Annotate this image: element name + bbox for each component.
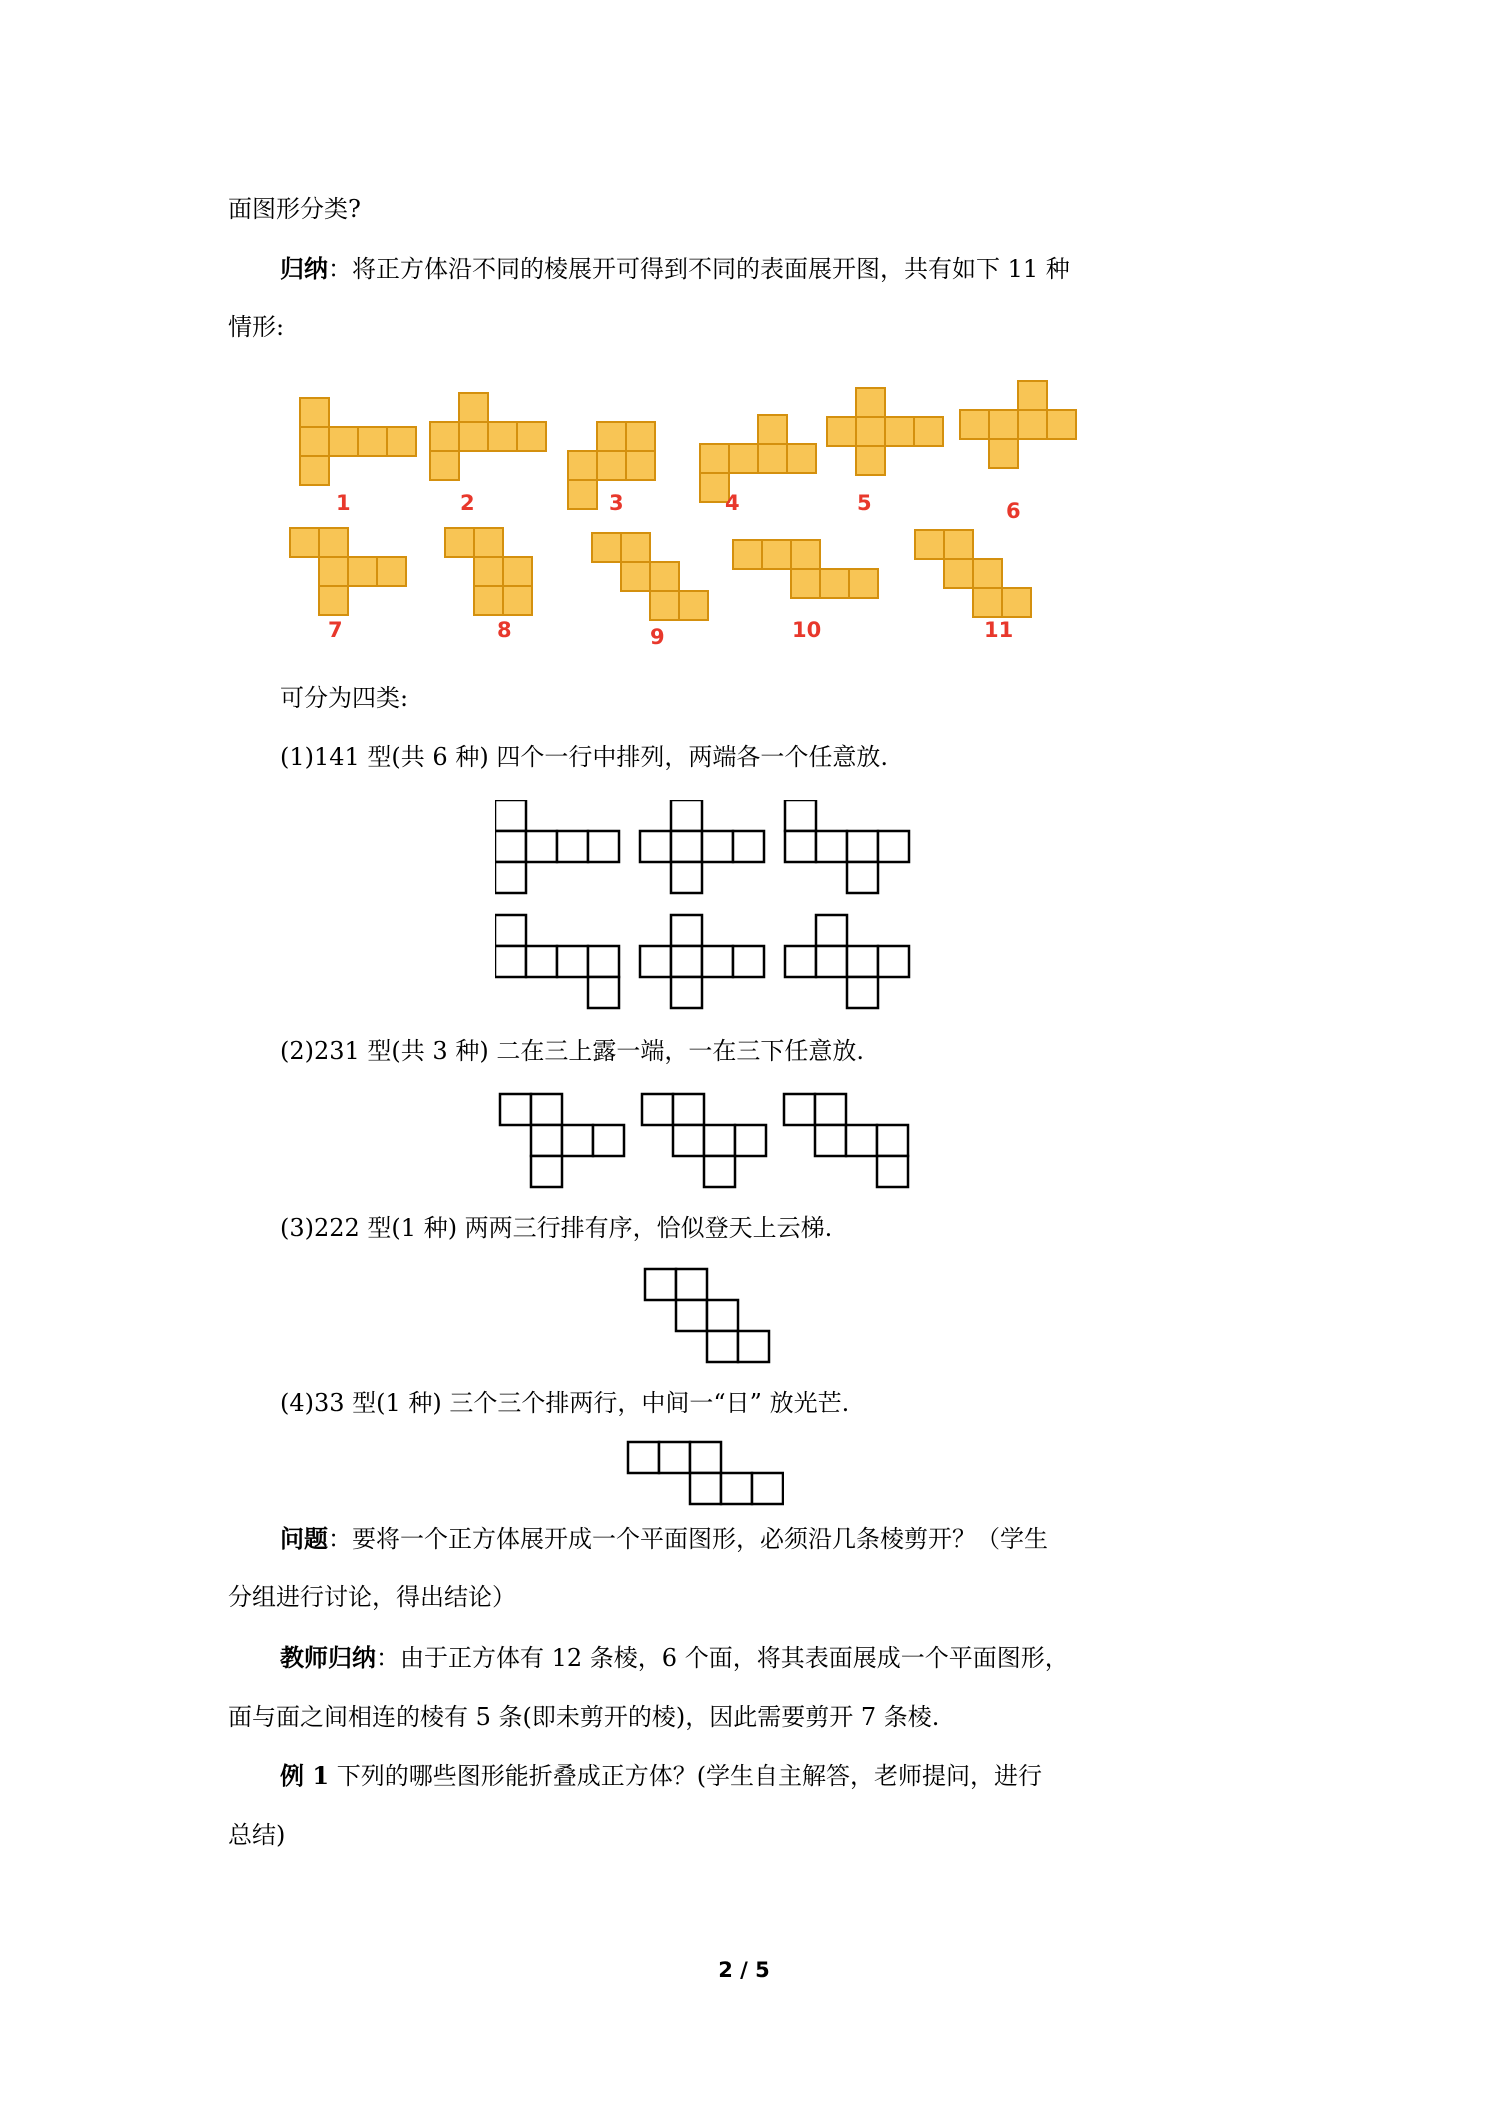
net-square xyxy=(815,1125,846,1156)
net-square xyxy=(640,946,671,977)
classification-intro: 可分为四类: xyxy=(280,684,409,712)
cube-net xyxy=(495,800,619,893)
net-square xyxy=(671,915,702,946)
net-square xyxy=(885,417,914,446)
type-222-figure xyxy=(643,1267,775,1367)
cube-net xyxy=(645,1269,769,1362)
question-text: ：要将一个正方体展开成一个平面图形，必须沿几条棱剪开？（学生 xyxy=(328,1525,1048,1553)
net-square xyxy=(645,1269,676,1300)
net-square xyxy=(704,1156,735,1187)
net-square xyxy=(642,1094,673,1125)
teacher-summary-continuation: 面与面之间相连的棱有 5 条(即未剪开的棱)，因此需要剪开 7 条棱. xyxy=(228,1703,940,1731)
net-square xyxy=(1002,588,1031,617)
net-square xyxy=(592,533,621,562)
net-square xyxy=(944,530,973,559)
net-square xyxy=(562,1125,593,1156)
net-square xyxy=(914,417,943,446)
teacher-summary-lead: 教师归纳 xyxy=(280,1643,376,1672)
net-square xyxy=(816,946,847,977)
net-square xyxy=(707,1331,738,1362)
net-square xyxy=(676,1269,707,1300)
summary-paragraph-continuation: 情形: xyxy=(228,313,285,341)
net-square xyxy=(787,444,816,473)
nets-group xyxy=(290,381,1076,620)
net-square xyxy=(827,417,856,446)
type-231-heading: (2)231 型(共 3 种) 二在三上露一端，一在三下任意放. xyxy=(280,1037,864,1065)
net-square xyxy=(676,1300,707,1331)
net-square xyxy=(702,946,733,977)
net-square xyxy=(517,422,546,451)
net-square xyxy=(784,1094,815,1125)
net-square xyxy=(531,1125,562,1156)
net-square xyxy=(503,586,532,615)
net-square xyxy=(445,528,474,557)
net-square xyxy=(762,540,791,569)
net-square xyxy=(300,398,329,427)
net-square xyxy=(671,831,702,862)
net-label: 1 xyxy=(336,491,351,515)
net-label: 5 xyxy=(857,491,872,515)
net-square xyxy=(733,540,762,569)
net-square xyxy=(973,559,1002,588)
net-square xyxy=(568,480,597,509)
cube-net xyxy=(960,381,1076,468)
net-square xyxy=(495,915,526,946)
type-33-net xyxy=(628,1442,783,1504)
cube-net xyxy=(785,915,909,1008)
net-square xyxy=(791,540,820,569)
net-square xyxy=(752,1473,783,1504)
net-square xyxy=(1047,410,1076,439)
type-141-figure xyxy=(495,800,915,1012)
net-square xyxy=(846,1125,877,1156)
net-square xyxy=(690,1442,721,1473)
net-square xyxy=(659,1442,690,1473)
net-square xyxy=(626,451,655,480)
net-square xyxy=(621,533,650,562)
net-square xyxy=(526,946,557,977)
net-square xyxy=(849,569,878,598)
net-square xyxy=(495,800,526,831)
net-label: 2 xyxy=(460,491,475,515)
summary-paragraph xyxy=(280,254,1070,284)
net-square xyxy=(531,1094,562,1125)
type-33-figure xyxy=(626,1440,784,1510)
net-label: 3 xyxy=(609,491,624,515)
net-square xyxy=(557,831,588,862)
net-square xyxy=(816,915,847,946)
example-paragraph xyxy=(280,1761,1042,1791)
net-square xyxy=(758,415,787,444)
net-square xyxy=(495,862,526,893)
net-square xyxy=(989,410,1018,439)
type-141-nets xyxy=(495,800,909,1008)
type-231-figure xyxy=(498,1092,918,1192)
net-square xyxy=(785,800,816,831)
cube-net xyxy=(430,393,546,480)
cube-net xyxy=(500,1094,624,1187)
net-square xyxy=(679,591,708,620)
cube-net xyxy=(784,1094,908,1187)
net-square xyxy=(474,557,503,586)
net-square xyxy=(944,559,973,588)
net-square xyxy=(989,439,1018,468)
net-square xyxy=(707,1300,738,1331)
net-label: 4 xyxy=(725,491,740,515)
net-square xyxy=(973,588,1002,617)
cube-net xyxy=(827,388,943,475)
net-label: 7 xyxy=(328,618,343,642)
net-square xyxy=(673,1125,704,1156)
question-paragraph xyxy=(280,1524,1048,1554)
net-square xyxy=(588,831,619,862)
net-square xyxy=(593,1125,624,1156)
net-label: 9 xyxy=(650,625,665,649)
net-square xyxy=(815,1094,846,1125)
summary-text: ：将正方体沿不同的棱展开可得到不同的表面展开图，共有如下 11 种 xyxy=(328,255,1070,283)
net-square xyxy=(785,946,816,977)
cube-net xyxy=(300,398,416,485)
eleven-nets-figure xyxy=(280,378,1100,653)
net-square xyxy=(300,456,329,485)
net-square xyxy=(640,831,671,862)
net-square xyxy=(430,451,459,480)
type-33-heading: (4)33 型(1 种) 三个三个排两行，中间一“日” 放光芒. xyxy=(280,1389,850,1417)
net-square xyxy=(847,831,878,862)
net-square xyxy=(877,1156,908,1187)
net-square xyxy=(474,528,503,557)
net-square xyxy=(847,977,878,1008)
net-square xyxy=(588,946,619,977)
net-square xyxy=(557,946,588,977)
net-square xyxy=(329,427,358,456)
net-square xyxy=(738,1331,769,1362)
net-square xyxy=(671,946,702,977)
cube-net xyxy=(628,1442,783,1504)
net-square xyxy=(290,528,319,557)
net-square xyxy=(319,528,348,557)
net-square xyxy=(495,946,526,977)
net-label: 10 xyxy=(792,618,822,642)
net-square xyxy=(300,427,329,456)
net-square xyxy=(915,530,944,559)
cube-net xyxy=(700,415,816,502)
cube-net xyxy=(785,800,909,893)
net-square xyxy=(704,1125,735,1156)
net-square xyxy=(459,393,488,422)
net-square xyxy=(626,422,655,451)
net-square xyxy=(721,1473,752,1504)
net-square xyxy=(1018,410,1047,439)
net-square xyxy=(319,557,348,586)
cube-net xyxy=(495,915,619,1008)
net-square xyxy=(847,946,878,977)
cube-net xyxy=(640,915,764,1008)
net-square xyxy=(671,977,702,1008)
net-square xyxy=(878,946,909,977)
example-text: 下列的哪些图形能折叠成正方体？(学生自主解答，老师提问，进行 xyxy=(329,1762,1043,1790)
net-square xyxy=(877,1125,908,1156)
net-square xyxy=(847,862,878,893)
net-square xyxy=(878,831,909,862)
net-square xyxy=(526,831,557,862)
type-222-net xyxy=(645,1269,769,1362)
net-square xyxy=(729,444,758,473)
net-square xyxy=(500,1094,531,1125)
net-square xyxy=(1018,381,1047,410)
net-square xyxy=(377,557,406,586)
net-label: 11 xyxy=(984,618,1014,642)
net-square xyxy=(628,1442,659,1473)
net-square xyxy=(495,831,526,862)
net-square xyxy=(758,444,787,473)
net-square xyxy=(700,444,729,473)
net-square xyxy=(503,557,532,586)
net-square xyxy=(531,1156,562,1187)
net-square xyxy=(459,422,488,451)
net-square xyxy=(791,569,820,598)
example-lead: 例 1 xyxy=(280,1761,330,1790)
cube-net xyxy=(642,1094,766,1187)
net-square xyxy=(358,427,387,456)
net-square xyxy=(568,451,597,480)
net-square xyxy=(733,946,764,977)
net-square xyxy=(488,422,517,451)
net-square xyxy=(650,562,679,591)
net-square xyxy=(816,831,847,862)
net-square xyxy=(673,1094,704,1125)
net-square xyxy=(597,451,626,480)
net-square xyxy=(785,831,816,862)
net-square xyxy=(702,831,733,862)
cube-net xyxy=(592,533,708,620)
net-square xyxy=(671,800,702,831)
net-square xyxy=(856,446,885,475)
cube-net xyxy=(640,800,764,893)
type-222-heading: (3)222 型(1 种) 两两三行排有序，恰似登天上云梯. xyxy=(280,1214,833,1242)
example-continuation: 总结) xyxy=(228,1821,286,1849)
net-square xyxy=(430,422,459,451)
net-square xyxy=(820,569,849,598)
summary-lead: 归纳 xyxy=(280,254,328,283)
type-231-nets xyxy=(500,1094,908,1187)
teacher-summary-paragraph xyxy=(280,1643,1069,1673)
net-square xyxy=(319,586,348,615)
net-square xyxy=(474,586,503,615)
net-square xyxy=(348,557,377,586)
net-square xyxy=(621,562,650,591)
net-square xyxy=(387,427,416,456)
cube-net xyxy=(733,540,878,598)
net-square xyxy=(690,1473,721,1504)
net-square xyxy=(671,862,702,893)
teacher-summary-text: ：由于正方体有 12 条棱，6 个面，将其表面展成一个平面图形， xyxy=(376,1644,1069,1672)
paragraph-continuation: 面图形分类? xyxy=(228,195,361,223)
net-square xyxy=(856,388,885,417)
net-square xyxy=(735,1125,766,1156)
question-lead: 问题 xyxy=(280,1524,328,1553)
type-141-heading: (1)141 型(共 6 种) 四个一行中排列，两端各一个任意放. xyxy=(280,743,888,771)
net-square xyxy=(588,977,619,1008)
cube-net xyxy=(915,530,1031,617)
net-label: 8 xyxy=(497,618,512,642)
net-square xyxy=(733,831,764,862)
cube-net xyxy=(290,528,406,615)
net-square xyxy=(856,417,885,446)
net-square xyxy=(650,591,679,620)
page-number: 2 / 5 xyxy=(718,1958,770,1982)
question-continuation: 分组进行讨论，得出结论） xyxy=(228,1583,516,1611)
cube-net xyxy=(445,528,532,615)
net-label: 6 xyxy=(1006,499,1021,523)
net-square xyxy=(960,410,989,439)
net-square xyxy=(597,422,626,451)
